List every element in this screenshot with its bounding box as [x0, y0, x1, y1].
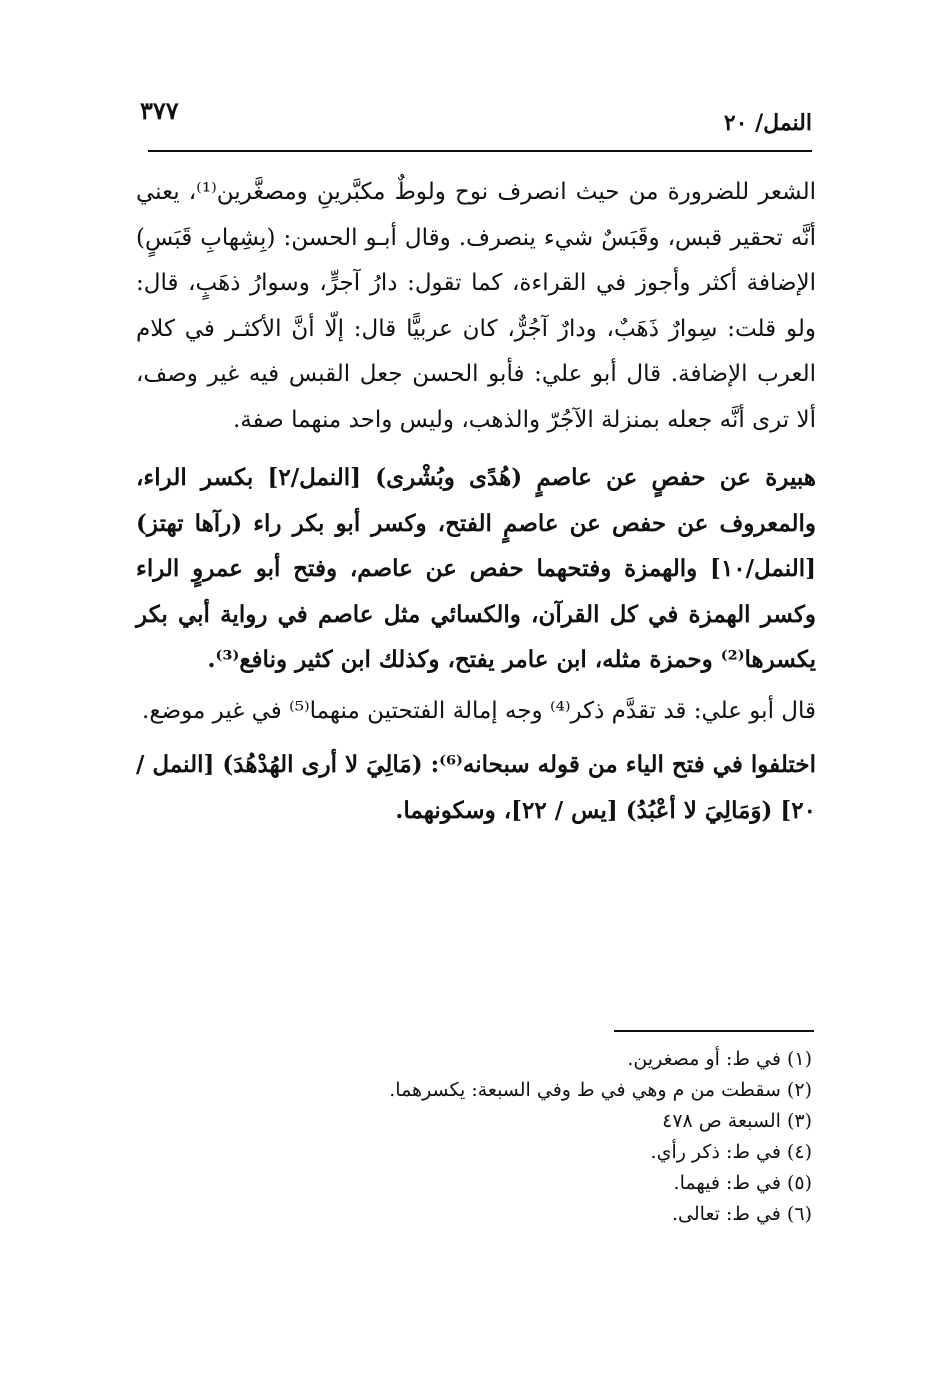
paragraph-2: هبيرة عن حفصٍ عن عاصمٍ (هُدًى وبُشْرى) [النمل/٢] بكسر الراء، والمعروف عن حفص عن عاصمٍ الفتح، وكسر أبو بكر راء (رآها تهتز) [النمل/١٠] والهمزة وفتحهما حفص عن عاصم، وفتح أبو عمروٍ الراء وكسر الهمزة في كل القرآن، والكسائي مثل عاصم في رواية أبي بكر يكسرها⁽²⁾ وحمزة مثله، ابن عامر يفتح، وكذلك ابن كثير ونافع⁽³⁾. — [136, 464, 816, 673]
paragraph-1: الشعر للضرورة من حيث انصرف نوح ولوطٌ مكبَّرينِ ومصغَّرين⁽¹⁾، يعني أنَّه تحقير قبس، وقَبَسٌ شيء ينصرف. وقال أبـو الحسن: (بِشِهابِ قَبَسٍ) الإضافة أكثر وأجوز في القراءة، كما تقول: دارُ آجرٍّ، وسوارُ ذهَبٍ، قال: ولو قلت: سِوارٌ ذَهَبٌ، ودارٌ آجُرٌّ، كان عربيًّا قال: إلّا أنَّ الأكثـر في كلام العرب الإضافة. قال أبو علي: فأبو الحسن جعل القبس فيه غير وصف، ألا ترى أنَّه جعله بمنزلة الآجُرّ والذهب، وليس واحد منهما صفة. — [136, 179, 816, 433]
footnote-1: (١) في ط: أو مصغرين. — [627, 1048, 812, 1070]
running-head: النمل/ ٢٠ — [723, 110, 812, 136]
paragraph-3: قال أبو علي: قد تقدَّم ذكر⁽⁴⁾ وجه إمالة الفتحتين منهما⁽⁵⁾ في غير موضع. — [142, 697, 816, 724]
footnote-5: (٥) في ط: فيهما. — [673, 1172, 812, 1194]
paragraph-4: اختلفوا في فتح الياء من قوله سبحانه⁽⁶⁾: (مَالِيَ لا أرى الهُدْهُدَ) [النمل / ٢٠] (وَمَالِيَ لا أعْبُدُ) [يس / ٢٢]، وسكونهما. — [136, 751, 816, 824]
footnote-6: (٦) في ط: تعالى. — [672, 1203, 812, 1225]
footnote-3: (٣) السبعة ص ٤٧٨ — [662, 1110, 812, 1132]
main-text — [136, 170, 816, 833]
header-rule — [148, 150, 812, 152]
page-number: ٣٧٧ — [140, 96, 179, 125]
footnote-4: (٤) في ط: ذكر رأي. — [650, 1141, 812, 1163]
page-header — [140, 96, 812, 140]
footnote-rule — [614, 1030, 814, 1032]
footnote-2: (٢) سقطت من م وهي في ط وفي السبعة: يكسرهما. — [389, 1079, 812, 1101]
footnotes — [292, 1044, 812, 1230]
